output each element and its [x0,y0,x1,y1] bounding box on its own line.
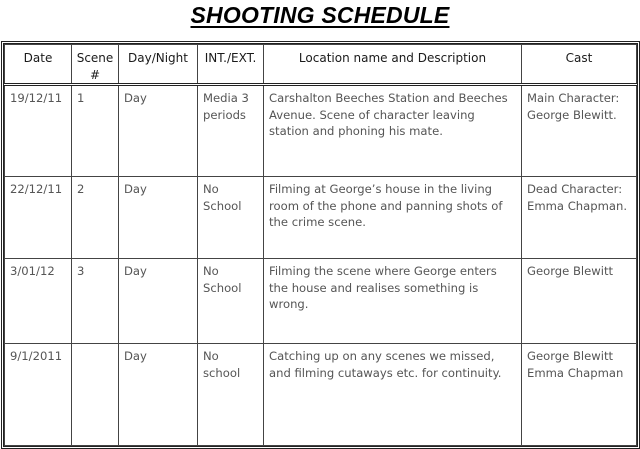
cell-location: Catching up on any scenes we missed, and filming cutaways etc. for continuity. [264,344,522,446]
cell-date: 22/12/11 [5,177,72,259]
cell-int-ext: Media 3 periods [198,85,264,177]
header-cast: Cast [522,45,637,85]
cell-scene: 3 [72,259,119,344]
cell-int-ext: No school [198,344,264,446]
header-location: Location name and Description [264,45,522,85]
header-day-night: Day/Night [119,45,198,85]
cell-day-night: Day [119,177,198,259]
cell-location: Filming the scene where George enters the house and realises something is wrong. [264,259,522,344]
cell-int-ext: No School [198,177,264,259]
cell-scene: 2 [72,177,119,259]
cell-day-night: Day [119,259,198,344]
header-date: Date [5,45,72,85]
cell-cast: George Blewitt [522,259,637,344]
cell-cast: Dead Character: Emma Chapman. [522,177,637,259]
cast-line: George Blewitt [527,349,614,363]
cell-location: Filming at George’s house in the living room of the phone and panning shots of the crime scene. [264,177,522,259]
shooting-schedule-table-frame [1,41,640,449]
cell-cast: Main Character: George Blewitt. [522,85,637,177]
cell-scene [72,344,119,446]
cell-location: Carshalton Beeches Station and Beeches Avenue. Scene of character leaving station and phoning his mate. [264,85,522,177]
table-header-row [5,45,637,85]
page-title-text: SHOOTING SCHEDULE [190,2,450,28]
table-row [5,85,637,177]
table-row [5,344,637,446]
cell-day-night: Day [119,344,198,446]
cell-scene: 1 [72,85,119,177]
table-row [5,259,637,344]
page-title [0,0,640,30]
cell-day-night: Day [119,85,198,177]
header-int-ext: INT./EXT. [198,45,264,85]
cell-date: 19/12/11 [5,85,72,177]
cell-date: 9/1/2011 [5,344,72,446]
table-row [5,177,637,259]
cell-int-ext: No School [198,259,264,344]
cell-cast [522,344,637,446]
cast-line: Emma Chapman [527,365,624,380]
header-scene: Scene # [72,45,119,85]
cell-date: 3/01/12 [5,259,72,344]
shooting-schedule-table [4,44,637,446]
